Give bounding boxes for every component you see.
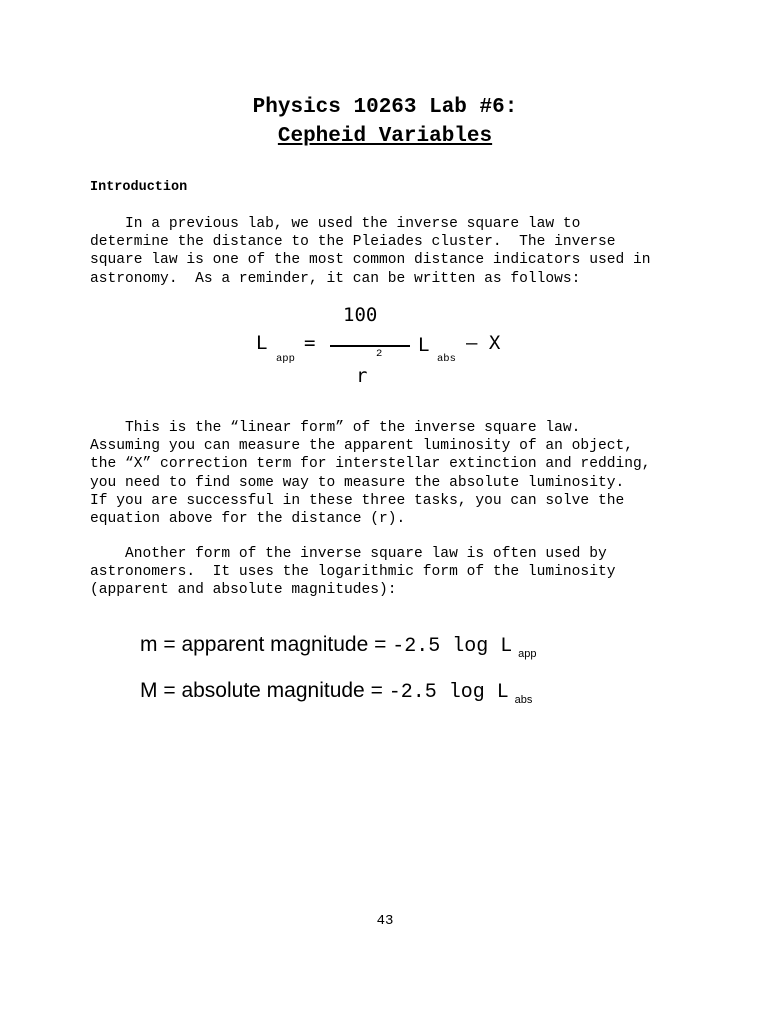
page-subtitle: Cepheid Variables xyxy=(277,125,493,148)
eq2-subscript: app xyxy=(518,648,537,660)
eq3-expr: -2.5 log L xyxy=(388,681,509,704)
eq2-text: apparent magnitude xyxy=(181,633,369,656)
page-title-line1: Physics 10263 Lab #6: xyxy=(252,96,518,119)
apparent-magnitude-equation xyxy=(140,633,536,658)
page-title-line2 xyxy=(0,125,770,148)
paragraph-intro: In a previous lab, we used the inverse square law to determine the distance to the Pleiades cluster. The inverse square law is one of the most common distance indicators used in astronomy. As a reminder, it can be written as follows: xyxy=(90,216,651,287)
eq2-lhs: m = xyxy=(140,633,176,656)
page-number: 43 xyxy=(376,913,394,929)
eq1-rhs-subscript: abs xyxy=(437,353,456,365)
eq1-rhs: L xyxy=(418,334,430,356)
eq3-equals: = xyxy=(370,679,383,702)
eq1-fraction-line xyxy=(330,345,410,347)
eq2-expr: -2.5 log L xyxy=(392,635,513,658)
eq2-equals: = xyxy=(374,633,387,656)
eq1-equals: = xyxy=(304,332,316,354)
paragraph-log-form: Another form of the inverse square law is often used by astronomers. It uses the logarithmic form of the luminosity (apparent and absolute magnitudes): xyxy=(90,546,616,599)
eq1-denominator: r xyxy=(356,365,368,387)
eq1-lhs: L xyxy=(256,332,268,354)
eq1-exponent: 2 xyxy=(376,348,383,360)
eq1-lhs-subscript: app xyxy=(276,353,295,365)
eq3-text: absolute magnitude xyxy=(181,679,365,702)
eq3-subscript: abs xyxy=(514,694,533,706)
eq1-minus-term: – X xyxy=(466,332,501,354)
absolute-magnitude-equation xyxy=(140,679,532,704)
paragraph-linear-form: This is the “linear form” of the inverse square law. Assuming you can measure the apparent luminosity of an object, the “X” correction term for interstellar extinction and redding, you need to find some way to measure the absolute luminosity. If you are successful in these three tasks, you can solve the equation above for the distance (r). xyxy=(90,420,651,528)
eq3-lhs: M = xyxy=(140,679,176,702)
eq1-numerator: 100 xyxy=(343,304,378,326)
section-heading-introduction: Introduction xyxy=(90,180,188,195)
